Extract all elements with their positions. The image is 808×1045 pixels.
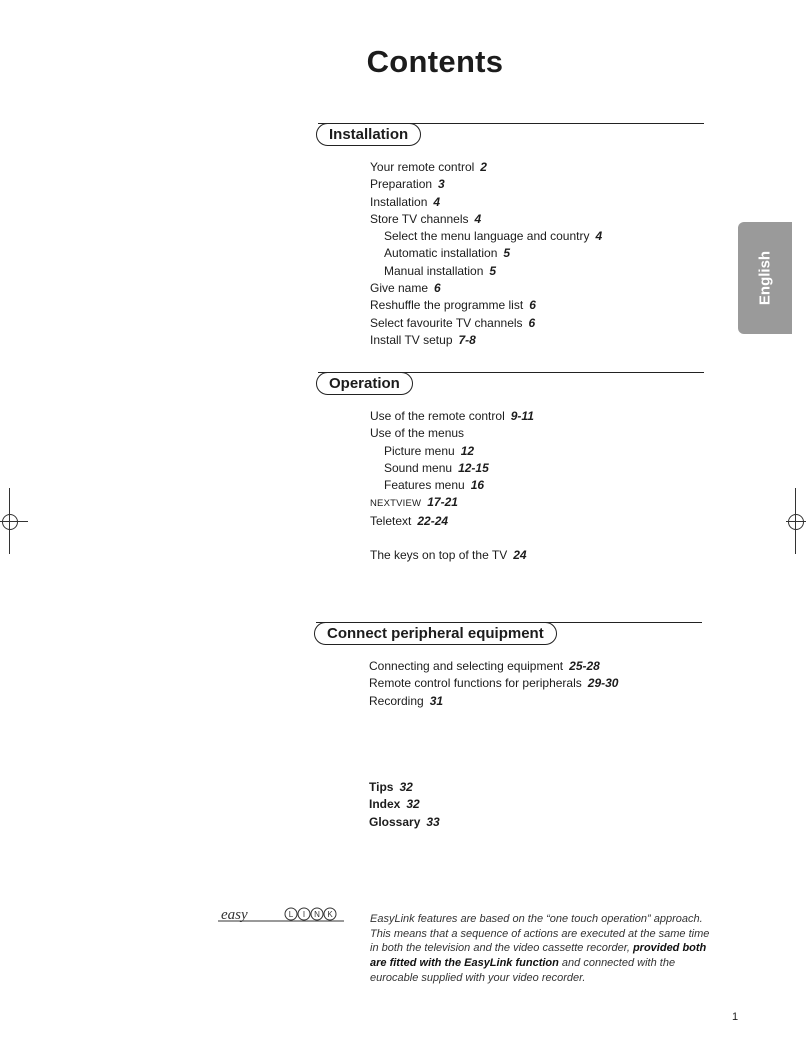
toc-entry[interactable]: Give name 6 — [370, 281, 441, 296]
toc-entry[interactable]: Picture menu 12 — [384, 443, 475, 458]
easylink-note: EasyLink features are based on the “one touch operation” approach. This means that a sequence of actions are executed at the same time in both the television and the video cassette recorder, provided both are fitted with the EasyLink function and connected with the eurocable supplied with your video recorder. — [370, 913, 710, 984]
toc-entry[interactable]: Installation 4 — [370, 194, 441, 209]
svg-text:N: N — [314, 910, 320, 919]
toc-list-operation — [370, 408, 534, 564]
toc-entry[interactable]: Index 32 — [369, 797, 420, 812]
section-heading-peripheral: Connect peripheral equipment — [314, 622, 557, 645]
section-heading-installation: Installation — [316, 123, 421, 146]
toc-entry[interactable]: Features menu 16 — [384, 478, 485, 493]
svg-text:easy: easy — [221, 907, 248, 923]
toc-entry[interactable]: Remote control functions for peripherals 29-30 — [369, 676, 619, 691]
svg-text:K: K — [327, 910, 333, 919]
toc-entry[interactable]: Store TV channels 4 — [370, 211, 482, 226]
svg-text:I: I — [302, 910, 306, 919]
toc-list-extras — [369, 779, 440, 831]
toc-entry[interactable]: Teletext 22-24 — [370, 513, 449, 528]
toc-list-installation — [370, 159, 602, 349]
easylink-logo — [218, 905, 348, 936]
toc-entry[interactable]: Sound menu 12-15 — [384, 460, 489, 475]
page-number: 1 — [732, 1011, 739, 1023]
toc-entry[interactable]: NEXTVIEW 17-21 — [370, 495, 458, 510]
toc-entry[interactable]: Select favourite TV channels 6 — [370, 315, 536, 330]
language-tab — [738, 222, 792, 334]
registration-mark-left — [0, 488, 28, 554]
toc-entry[interactable]: Manual installation 5 — [384, 263, 497, 278]
toc-entry[interactable]: Automatic installation 5 — [384, 246, 511, 261]
toc-entry[interactable]: Use of the remote control 9-11 — [370, 409, 534, 423]
toc-entry[interactable]: Preparation 3 — [370, 177, 445, 192]
toc-entry[interactable]: Select the menu language and country 4 — [384, 229, 603, 244]
toc-entry[interactable]: Recording 31 — [369, 693, 444, 708]
section-heading-operation: Operation — [316, 372, 413, 395]
page-title: Contents — [366, 44, 504, 79]
language-tab-label: English — [756, 250, 774, 306]
toc-entry[interactable]: Install TV setup 7-8 — [370, 332, 476, 347]
toc-entry[interactable]: Your remote control 2 — [370, 160, 487, 174]
toc-entry[interactable]: Tips 32 — [369, 780, 413, 794]
svg-text:L: L — [288, 910, 294, 919]
toc-entry[interactable]: The keys on top of the TV 24 — [370, 548, 527, 563]
toc-entry[interactable]: Reshuffle the programme list 6 — [370, 298, 536, 313]
registration-mark-right — [786, 488, 808, 554]
toc-entry[interactable]: Connecting and selecting equipment 25-28 — [369, 659, 600, 673]
toc-list-peripheral — [369, 658, 618, 710]
toc-entry[interactable]: Glossary 33 — [369, 814, 440, 829]
toc-entry[interactable]: Use of the menus — [370, 426, 465, 441]
